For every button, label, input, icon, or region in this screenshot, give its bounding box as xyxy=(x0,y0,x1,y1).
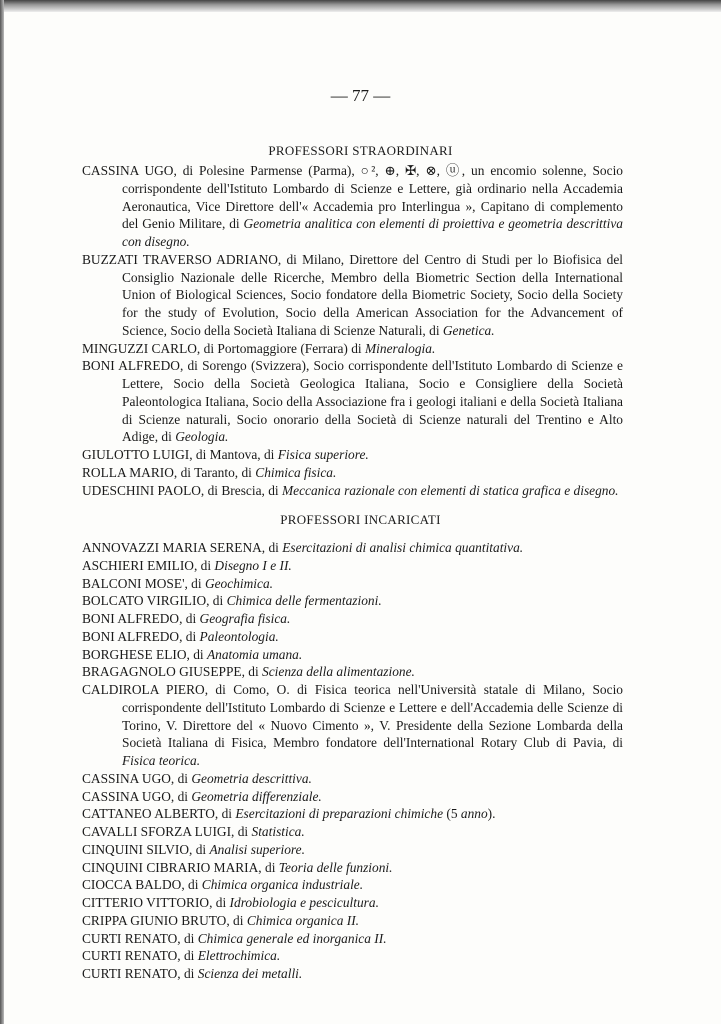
course-name: Scienza dei metalli. xyxy=(197,966,303,981)
entry-text: BONI ALFREDO, di xyxy=(82,611,200,626)
course-name: Geologia. xyxy=(175,429,229,445)
course-name: Paleontologia. xyxy=(199,628,279,644)
course-name: Scienza della alimentazione. xyxy=(262,664,415,680)
entry-text: CURTI RENATO, di xyxy=(82,948,198,964)
entry-text: CASSINA UGO, di Polesine Parmense (Parma), ○², ⊕, ✠, ⊗, ⓤ, un encomio solenne, Socio corrispondente dell'Istituto Lombardo di Scienze e Lettere, già ordinario nella Accademia Aeronautica, Vice Direttore dell'« Accademia pro Interlingua », Capitano di complemento del Genio Militare, di xyxy=(82,163,623,232)
course-name: Statistica. xyxy=(251,824,305,839)
list-item xyxy=(82,592,623,610)
list-item xyxy=(82,446,623,464)
list-item xyxy=(82,894,623,912)
entry-list-straordinari xyxy=(82,162,623,499)
list-item xyxy=(82,628,623,646)
entry-text: BUZZATI TRAVERSO ADRIANO, di Milano, Direttore del Centro di Studi per lo Biofisica del Consiglio Nazionale delle Ricerche, Membro della Biometric Section della International Union of Biological Sciences, Socio fondatore della Biometric Society, Socio della Society for the study of Evolution, Socio della American Association for the Advancement of Science, Socio della Società Italiana di Scienze Naturali, di xyxy=(82,251,623,338)
entry-text: UDESCHINI PAOLO, di Brescia, di xyxy=(82,482,282,498)
course-name: Chimica delle fermentazioni. xyxy=(226,593,382,609)
entry-text: CITTERIO VITTORIO, di xyxy=(82,895,230,910)
course-name: Fisica teorica. xyxy=(122,753,201,768)
list-item xyxy=(82,681,623,770)
course-name: Fisica superiore. xyxy=(277,447,369,462)
list-item xyxy=(82,539,623,557)
list-item xyxy=(82,770,623,788)
list-item xyxy=(82,340,623,358)
section-title-straordinari: PROFESSORI STRAORDINARI xyxy=(268,143,453,158)
entry-text: BONI ALFREDO, di xyxy=(82,628,200,644)
list-item xyxy=(82,841,623,859)
course-name: Esercitazioni di preparazioni chimiche xyxy=(235,806,444,822)
course-name: Anatomia umana. xyxy=(206,646,303,662)
list-item xyxy=(82,557,623,575)
entry-text: GIULOTTO LUIGI, di Mantova, di xyxy=(82,447,278,462)
entry-text: ASCHIERI EMILIO, di xyxy=(82,557,215,573)
course-name: Geochimica. xyxy=(204,575,273,591)
list-item xyxy=(82,788,623,806)
course-name: Esercitazioni di analisi chimica quantitativa. xyxy=(282,540,524,555)
course-name: Chimica generale ed inorganica II. xyxy=(197,930,387,946)
course-name: Disegno I e II. xyxy=(214,557,292,573)
list-item xyxy=(82,805,623,823)
course-name: Geografia fisica. xyxy=(199,611,291,626)
list-item xyxy=(82,663,623,681)
entry-text: ANNOVAZZI MARIA SERENA, di xyxy=(82,540,283,555)
entry-text: CINQUINI CIBRARIO MARIA, di xyxy=(82,859,279,875)
section-title-incaricati: PROFESSORI INCARICATI xyxy=(280,512,441,527)
entry-text: CINQUINI SILVIO, di xyxy=(82,841,210,857)
course-name: Meccanica razionale con elementi di statica grafica e disegno. xyxy=(281,482,619,498)
entry-text: CURTI RENATO, di xyxy=(82,930,198,946)
course-name: Genetica. xyxy=(442,322,495,338)
entry-text: CRIPPA GIUNIO BRUTO, di xyxy=(82,912,247,928)
entry-text: (5 xyxy=(443,806,461,822)
entry-text: CIOCCA BALDO, di xyxy=(82,877,202,893)
course-name: Teoria delle funzioni. xyxy=(278,859,393,875)
course-name: Geometria descrittiva. xyxy=(191,770,312,786)
course-name: Geometria analitica con elementi di proiettiva e geometria descrittiva con disegno. xyxy=(122,216,623,249)
list-item xyxy=(82,930,623,948)
entry-text: BOLCATO VIRGILIO, di xyxy=(82,593,227,609)
entry-text: BORGHESE ELIO, di xyxy=(82,646,207,662)
course-name: Idrobiologia e pescicultura. xyxy=(229,895,379,910)
scan-top-edge xyxy=(0,0,721,12)
entry-text: CASSINA UGO, di xyxy=(82,770,192,786)
list-item xyxy=(82,646,623,664)
list-item xyxy=(82,357,623,446)
course-name: Chimica fisica. xyxy=(255,464,337,480)
list-item xyxy=(82,823,623,841)
list-item xyxy=(82,876,623,894)
entry-text: CAVALLI SFORZA LUIGI, di xyxy=(82,824,252,839)
course-name: Elettrochimica. xyxy=(197,948,281,964)
list-item xyxy=(82,251,623,340)
list-item xyxy=(82,162,623,251)
list-item xyxy=(82,947,623,965)
list-item xyxy=(82,965,623,983)
list-item xyxy=(82,464,623,482)
entry-text: CATTANEO ALBERTO, di xyxy=(82,806,236,822)
entry-text: BRAGAGNOLO GIUSEPPE, di xyxy=(82,664,263,680)
entry-text: MINGUZZI CARLO, di Portomaggiore (Ferrara) di xyxy=(82,340,366,356)
course-name: anno xyxy=(460,806,488,822)
list-item xyxy=(82,482,623,500)
entry-list-incaricati xyxy=(82,539,623,983)
page-number: — 77 — xyxy=(330,86,391,105)
course-name: Geometria differenziale. xyxy=(191,788,322,804)
entry-text: ROLLA MARIO, di Taranto, di xyxy=(82,464,256,480)
list-item xyxy=(82,610,623,628)
course-name: Analisi superiore. xyxy=(209,841,305,857)
course-name: Chimica organica II. xyxy=(246,912,360,928)
entry-text: CALDIROLA PIERO, di Como, O. di Fisica teorica nell'Università statale di Milano, Socio corrispondente dell'Istituto Lombardo di Scienze e Lettere e dell'Accademia delle Scienze di Torino, V. Direttore del « Nuovo Cimento », V. Presidente della Sezione Lombarda della Società Italiana di Fisica, Membro fondatore dell'International Rotary Club di Pavia, di xyxy=(82,682,623,751)
entry-text: ). xyxy=(487,806,496,822)
entry-text: CASSINA UGO, di xyxy=(82,788,192,804)
list-item xyxy=(82,575,623,593)
entry-text: CURTI RENATO, di xyxy=(82,966,198,981)
entry-text: BONI ALFREDO, di Sorengo (Svizzera), Socio corrispondente dell'Istituto Lombardo di Scienze e Lettere, Socio della Società Geologica Italiana, Socio e Consigliere della Società Paleontologica Italiana, Socio della Associazione fra i geologi italiani e della Società Italiana di Scienze naturali, Socio onorario della Società di Scienze naturali del Trentino e Alto Adige, di xyxy=(82,358,623,445)
course-name: Mineralogia. xyxy=(365,340,436,356)
list-item xyxy=(82,859,623,877)
entry-text: BALCONI MOSE', di xyxy=(82,575,205,591)
list-item xyxy=(82,912,623,930)
course-name: Chimica organica industriale. xyxy=(201,877,364,893)
